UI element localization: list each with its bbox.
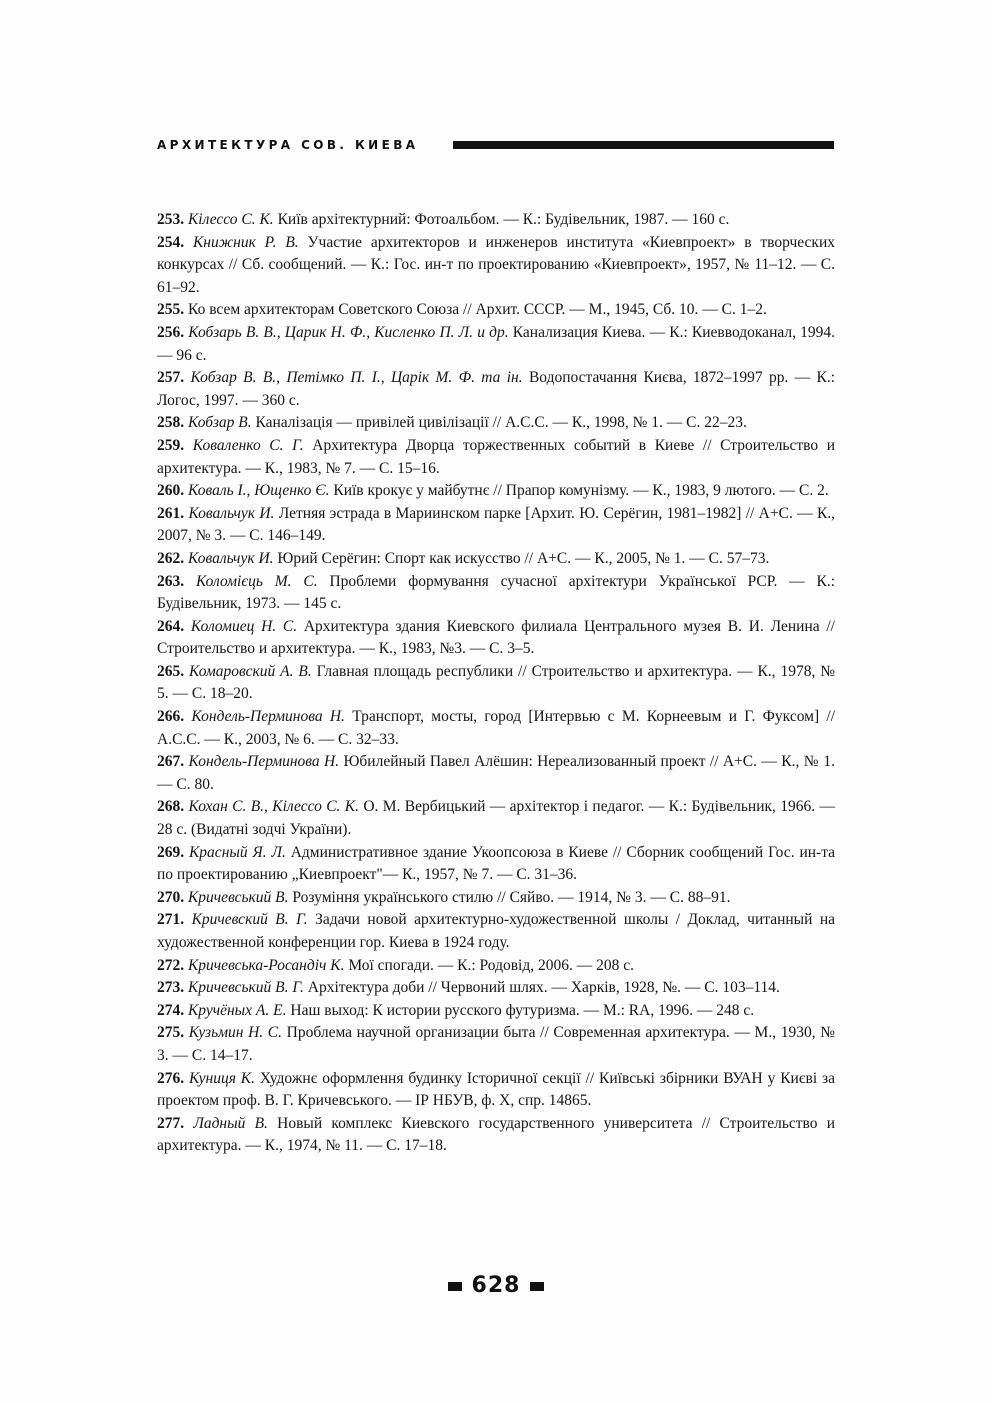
entry-author: Кручёных А. Е. <box>188 1001 287 1019</box>
entry-author: Кондель-Перминова Н. <box>191 708 345 726</box>
entry-author: Комаровский А. В. <box>189 662 312 680</box>
entry-number: 274. <box>157 1001 185 1019</box>
entry-number: 272. <box>157 956 185 974</box>
bibliography-entry <box>157 909 835 954</box>
page-number: 628 <box>471 1273 521 1298</box>
entry-author: Кричевский В. Г. <box>191 911 308 929</box>
bibliography-entry <box>157 955 835 978</box>
entry-number: 263. <box>157 572 185 590</box>
bibliography-entry <box>157 232 835 300</box>
folio-left-square <box>448 1282 462 1291</box>
entry-text: Участие архитекторов и инженеров института «Киевпроект» в творческих конкурсах // Сб. сообщений. — К.: Гос. ин-т по проектированию «Киевпроект», 1957, № 11–12. — С. 61–92. <box>157 233 836 296</box>
bibliography-entry <box>157 367 835 412</box>
entry-author: Книжник Р. В. <box>192 233 299 251</box>
entry-text: Новый комплекс Киевского государственного университета // Строительство и архитектура. — К., 1974, № 11. — С. 17–18. <box>157 1114 836 1155</box>
running-header-title: АРХИТЕКТУРА СОВ. КИЕВА <box>157 138 419 152</box>
entry-number: 271. <box>157 911 185 929</box>
entry-text: Каналізація — привілей цивілізації // А.С.С. — К., 1998, № 1. — С. 22–23. <box>255 414 747 432</box>
entry-number: 258. <box>157 414 185 432</box>
bibliography-entry <box>157 977 835 1000</box>
entry-text: Київ архітектурний: Фотоальбом. — К.: Будівельник, 1987. — 160 с. <box>277 211 730 228</box>
entry-text: Главная площадь республики // Строительство и архитектура. — К., 1978, № 5. — С. 18–20. <box>157 662 836 703</box>
entry-number: 266. <box>157 708 185 726</box>
entry-author: Кобзар В. <box>188 414 252 432</box>
entry-text: Проблема научной организации быта // Современная архитектура. — М., 1930, № 3. — С. 14–17. <box>157 1024 835 1064</box>
bibliography-list <box>157 209 835 1158</box>
entry-text: Юрий Серёгин: Спорт как искусство // А+С. — К., 2005, № 1. — С. 57–73. <box>277 549 770 567</box>
entry-text: Летняя эстрада в Мариинском парке [Архит. Ю. Серёгин, 1981–1982] // А+С. — К., 2007, № 3. — С. 146–149. <box>157 504 836 545</box>
bibliography-entry <box>157 299 835 322</box>
entry-text: Мої спогади. — К.: Родовід, 2006. — 208 с. <box>348 956 634 974</box>
bibliography-entry <box>157 435 835 480</box>
entry-number: 267. <box>157 753 185 771</box>
entry-author: Коломиец Н. С. <box>190 617 298 635</box>
entry-author: Кричевський В. Г. <box>188 979 304 997</box>
bibliography-entry <box>157 412 835 435</box>
entry-author: Куниця К. <box>189 1069 255 1087</box>
bibliography-entry <box>157 842 835 887</box>
bibliography-entry <box>157 796 835 841</box>
entry-number: 273. <box>157 979 185 997</box>
entry-text: Київ крокує у майбутнє // Прапор комунізму. — К., 1983, 9 лютого. — С. 2. <box>333 482 829 500</box>
running-header-rule <box>453 141 834 149</box>
entry-number: 264. <box>157 617 185 635</box>
bibliography-entry <box>157 661 835 706</box>
bibliography-entry <box>157 503 835 548</box>
bibliography-entry <box>157 887 835 910</box>
entry-number: 254. <box>157 233 185 251</box>
entry-number: 262. <box>157 549 185 567</box>
entry-number: 257. <box>157 369 185 387</box>
entry-text: Проблеми формування сучасної архітектури Української РСР. — К.: Будівельник, 1973. — 145 с. <box>157 572 836 613</box>
bibliography-entry <box>157 480 835 503</box>
entry-author: Кузьмин Н. С. <box>188 1024 283 1042</box>
entry-number: 253. <box>157 211 185 228</box>
entry-text: Канализация Киева. — К.: Киевводоканал, 1994. — 96 с. <box>157 323 836 364</box>
entry-author: Кілессо С. К. <box>188 211 274 228</box>
entry-number: 268. <box>157 798 185 816</box>
entry-number: 270. <box>157 888 185 906</box>
entry-text: Художнє оформлення будинку Історичної секції // Київські збірники ВУАН у Києві за проектом проф. В. Г. Кричевського. — ІР НБУВ, ф. Х, спр. 14865. <box>157 1069 836 1110</box>
entry-text: Транспорт, мосты, город [Интервью с М. Корнеевым и Г. Фуксом] // А.С.С. — К., 2003, № 6. — С. 32–33. <box>157 708 836 748</box>
page-footer <box>0 1274 992 1298</box>
entry-number: 275. <box>157 1024 185 1042</box>
bibliography-entry <box>157 1022 835 1067</box>
entry-number: 255. <box>157 301 185 319</box>
entry-number: 259. <box>157 436 185 454</box>
bibliography-entry <box>157 616 835 661</box>
bibliography-entry <box>157 1000 835 1023</box>
running-header <box>157 137 834 153</box>
bibliography-entry <box>157 1113 835 1158</box>
entry-number: 265. <box>157 662 185 680</box>
entry-number: 277. <box>157 1114 185 1132</box>
folio-right-square <box>530 1282 544 1291</box>
entry-text: Ко всем архитекторам Советского Союза // Архит. СССР. — М., 1945, Сб. 10. — С. 1–2. <box>188 301 767 319</box>
entry-author: Ковальчук И. <box>188 504 275 522</box>
entry-text: Юбилейный Павел Алёшин: Нереализованный проект // А+С. — К., № 1. — С. 80. <box>157 753 836 793</box>
entry-text: Розуміння українського стилю // Сяйво. — 1914, № 3. — С. 88–91. <box>292 888 731 906</box>
entry-author: Ковальчук И. <box>188 549 274 567</box>
entry-author: Кохан С. В., Кілессо С. К. <box>188 798 359 816</box>
entry-author: Красный Я. Л. <box>189 843 286 861</box>
bibliography-entry <box>157 571 835 616</box>
entry-text: Наш выход: К истории русского футуризма. — М.: RA, 1996. — 248 с. <box>290 1001 755 1019</box>
entry-author: Коваль І., Ющенко Є. <box>188 482 330 500</box>
entry-author: Кричевська-Росандіч К. <box>188 956 345 974</box>
entry-text: О. М. Вербицький — архітектор і педагог. — К.: Будівельник, 1966. — 28 с. (Видатні зодчі України). <box>157 798 836 839</box>
entry-author: Кобзар В. В., Петімко П. І., Царік М. Ф. та ін. <box>190 369 523 387</box>
bibliography-entry <box>157 751 835 796</box>
bibliography-entry <box>157 706 835 751</box>
entry-text: Архитектура здания Киевского филиала Центрального музея В. И. Ленина // Строительство и архитектура. — К., 1983, №3. — С. 3–5. <box>157 617 835 658</box>
entry-text: Задачи новой архитектурно-художественной школы / Доклад, читанный на художественной конференции гор. Киева в 1924 году. <box>157 911 836 951</box>
bibliography-entry <box>157 1068 835 1113</box>
bibliography-entry <box>157 209 835 232</box>
entry-number: 261. <box>157 504 185 522</box>
bibliography-entry <box>157 548 835 571</box>
entry-text: Архитектура Дворца торжественных событий в Киеве // Строительство и архитектура. — К., 1983, № 7. — С. 15–16. <box>157 436 836 477</box>
entry-author: Кобзарь В. В., Царик Н. Ф., Кисленко П. Л. и др. <box>188 323 509 341</box>
entry-text: Административное здание Укоопсоюза в Киеве // Сборник сообщений Гос. ин-та по проектированию „Киевпроект"— К., 1957, № 7. — С. 31–36. <box>157 843 836 884</box>
entry-author: Ладный В. <box>193 1114 268 1132</box>
entry-number: 276. <box>157 1069 185 1087</box>
entry-author: Кричевський В. <box>188 888 289 906</box>
entry-author: Кондель-Перминова Н. <box>188 753 340 771</box>
bibliography-entry <box>157 322 835 367</box>
entry-number: 256. <box>157 323 185 341</box>
entry-text: Архітектура доби // Червоний шлях. — Харків, 1928, №. — С. 103–114. <box>307 979 780 997</box>
entry-text: Водопостачання Києва, 1872–1997 рр. — К.: Логос, 1997. — 360 с. <box>157 369 836 409</box>
entry-number: 260. <box>157 482 185 500</box>
entry-author: Коваленко С. Г. <box>192 436 304 454</box>
entry-author: Коломієць М. С. <box>195 572 318 590</box>
entry-number: 269. <box>157 843 185 861</box>
